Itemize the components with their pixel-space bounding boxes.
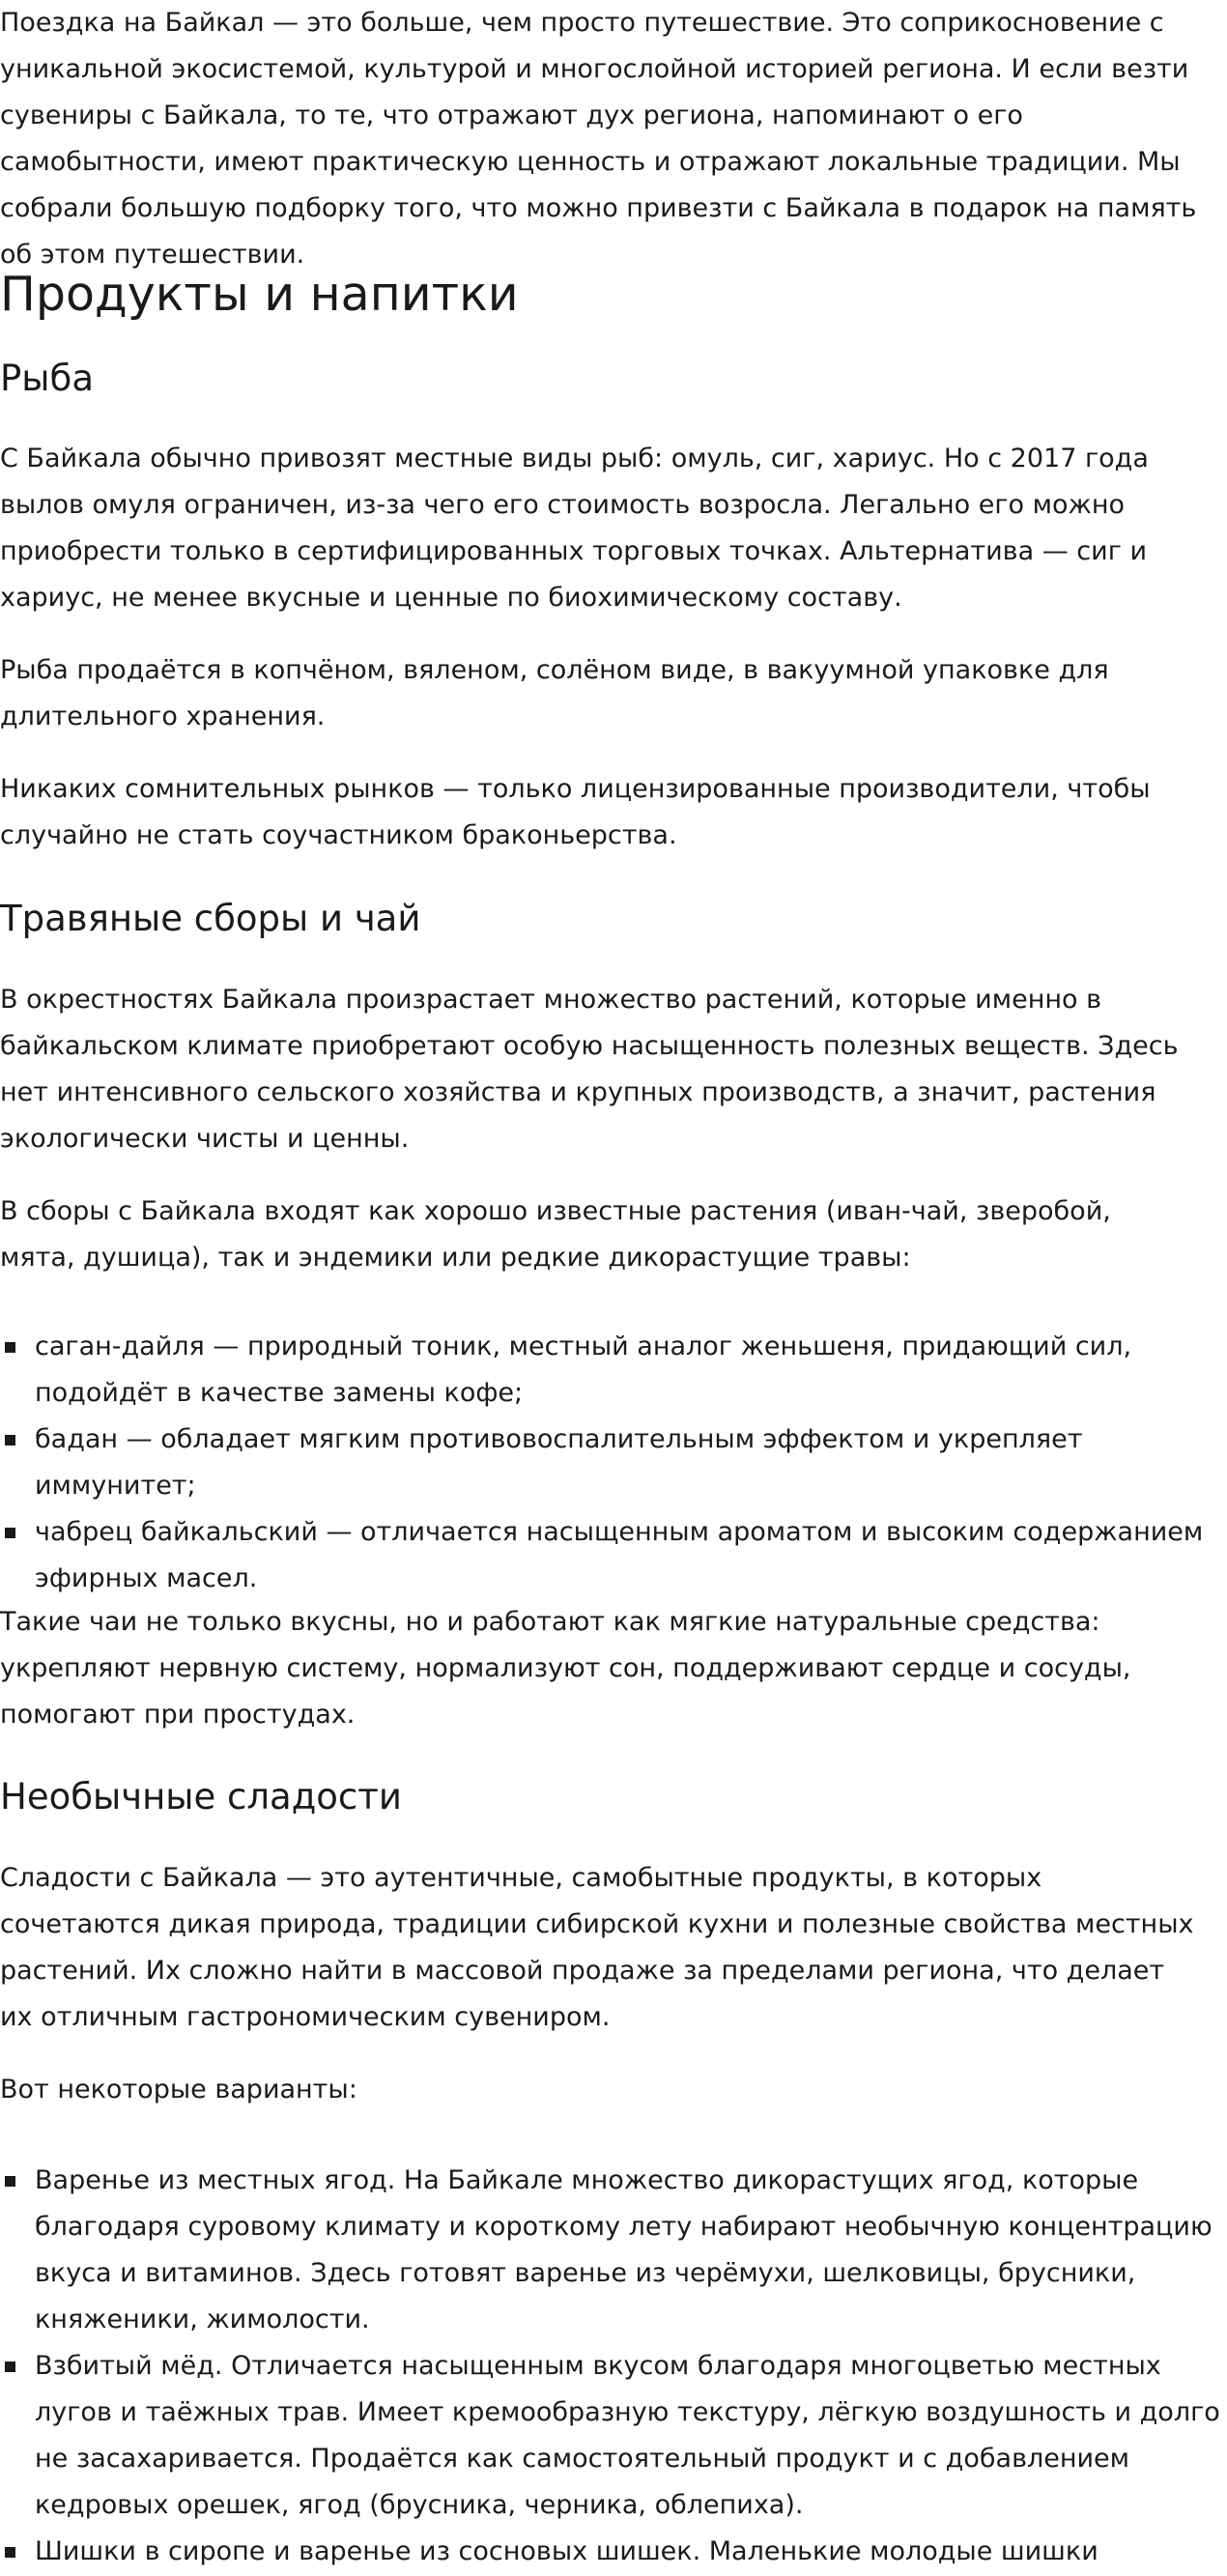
intro-paragraph: Поездка на Байкал — это больше, чем просто путешествие. Это соприкосновение с уникальной экосистемой, культурой и многослойной историей региона. И если везти сувениры с Байкала, то те, что отражают дух региона, напоминают о его самобытности, имеют практическую ценность и отражают локальные традиции. Мы собрали большую подборку того, что можно привезти с Байкала в подарок на память об этом путешествии. [0,8,1197,270]
subheading-fish: Рыба [0,358,95,399]
fish-paragraph-1: С Байкала обычно привозят местные виды рыб: омуль, сиг, хариус. Но с 2017 года вылов омуля ограничен, из-за чего его стоимость возросла. Легально его можно приобрести только в сертифицированных торговых точках. Альтернатива — сиг и хариус, не менее вкусные и ценные по биохимическому составу. [0,444,1149,613]
sweets-paragraph-1: Сладости с Байкала — это аутентичные, самобытные продукты, в которых сочетаются дикая природа, традиции сибирской кухни и полезные свойства местных растений. Их сложно найти в массовой продаже за пределами региона, что делает их отличным гастрономическим сувениром. [0,1863,1194,2032]
subheading-sweets: Необычные сладости [0,1776,402,1818]
fish-paragraph-3: Никаких сомнительных рынков — только лицензированные производители, чтобы случайно не стать соучастником браконьерства. [0,774,1151,850]
tea-paragraph-1: В окрестностях Байкала произрастает множество растений, которые именно в байкальском климате приобретают особую насыщенность полезных веществ. Здесь нет интенсивного сельского хозяйства и крупных производств, а значит, растения экологически чисты и ценны. [0,985,1179,1154]
list-item: Шишки в сиропе и варенье из сосновых шишек. Маленькие молодые шишки [0,2529,1227,2575]
list-item: Варенье из местных ягод. На Байкале множество дикорастущих ягод, которые благодаря суровому климату и короткому лету набирают необычную концентрацию вкуса и витаминов. Здесь готовят варенье из черёмухи, шелковицы, брусники, княженики, жимолости. [0,2158,1227,2343]
tea-paragraph-2: В сборы с Байкала входят как хорошо известные растения (иван-чай, зверобой, мята, душица), так и эндемики или редкие дикорастущие травы: [0,1196,1111,1273]
list-item: саган-дайля — природный тоник, местный аналог женьшеня, придающий сил, подойдёт в качестве замены кофе; [0,1324,1227,1417]
subheading-tea: Травяные сборы и чай [0,898,421,939]
tea-herbs-list [0,1324,1227,1602]
list-item: чабрец байкальский — отличается насыщенным ароматом и высоким содержанием эфирных масел. [0,1509,1227,1602]
section-heading-products: Продукты и напитки [0,267,519,322]
list-item: бадан — обладает мягким противовоспалительным эффектом и укрепляет иммунитет; [0,1417,1227,1509]
sweets-paragraph-2: Вот некоторые варианты: [0,2075,357,2104]
sweets-list [0,2158,1227,2575]
fish-paragraph-2: Рыба продаётся в копчёном, вяленом, солёном виде, в вакуумной упаковке для длительного хранения. [0,655,1109,731]
tea-paragraph-after-list: Такие чаи не только вкусны, но и работают как мягкие натуральные средства: укрепляют нервную систему, нормализуют сон, поддерживают сердце и сосуды, помогают при простудах. [0,1607,1131,1730]
list-item: Взбитый мёд. Отличается насыщенным вкусом благодаря многоцветью местных лугов и таёжных трав. Имеет кремообразную текстуру, лёгкую воздушность и долго не засахаривается. Продаётся как самостоятельный продукт и с добавлением кедровых орешек, ягод (брусника, черника, облепиха). [0,2343,1227,2529]
